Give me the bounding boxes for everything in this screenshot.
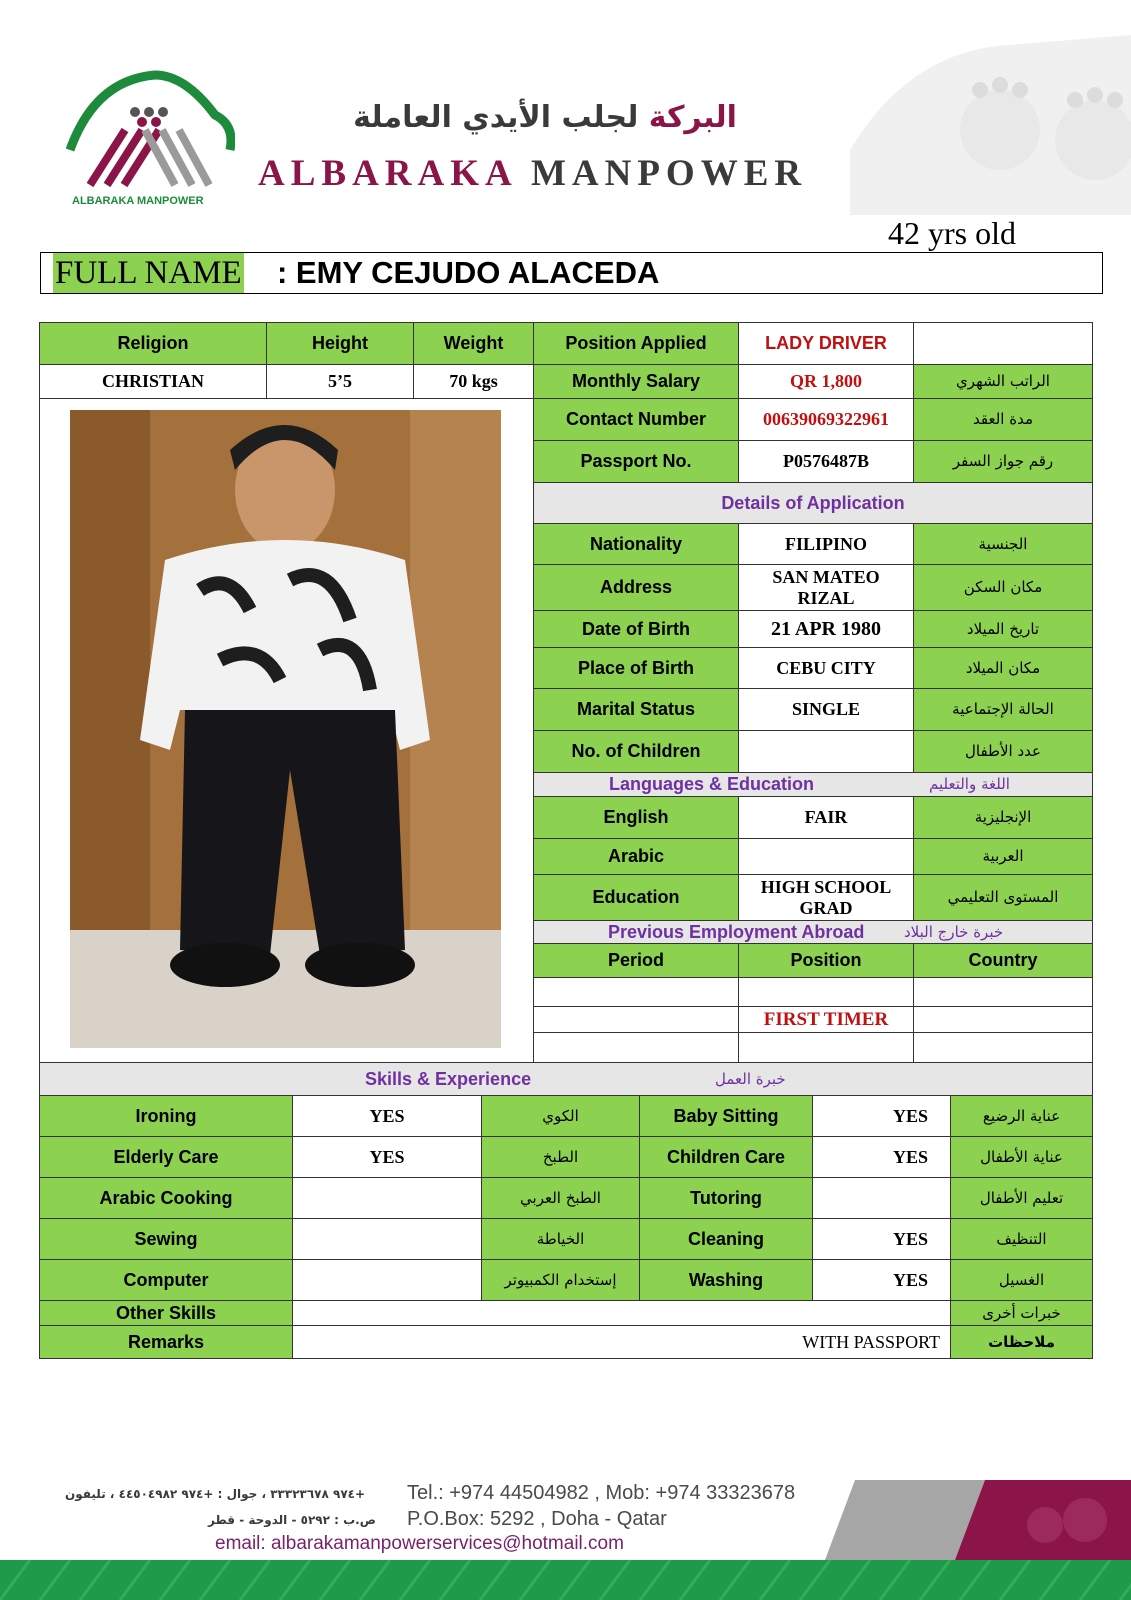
skill-washing-label-ar: الغسيل [950, 1259, 1093, 1301]
monthly-salary-label-ar: الراتب الشهري [913, 364, 1093, 399]
skill-arabic-cooking-label-ar: الطبخ العربي [481, 1177, 640, 1219]
other-skills-value [292, 1300, 951, 1326]
remarks-label: Remarks [39, 1325, 293, 1359]
previous-employment-title-ar: خبرة خارج البلاد [904, 923, 1004, 941]
full-name-value: : EMY CEJUDO ALACEDA [277, 255, 660, 290]
skill-tutoring-value [812, 1177, 951, 1219]
children-label-ar: عدد الأطفال [913, 730, 1093, 773]
footer-tel-arabic: +٩٧٤ ٣٣٣٢٣٦٧٨ ، جوال : +٩٧٤ ٤٤٥٠٤٩٨٢ ، تليفون [65, 1487, 366, 1501]
employment-row-3-period [533, 1032, 739, 1063]
employment-row-2-period [533, 1006, 739, 1033]
skill-children-care-label: Children Care [639, 1136, 813, 1178]
employment-position-header: Position [738, 943, 914, 978]
address-label: Address [533, 564, 739, 611]
skill-sewing-label: Sewing [39, 1218, 293, 1260]
passport-label-ar: رقم جواز السفر [913, 440, 1093, 483]
brand-arabic-part1: البركة [648, 100, 737, 135]
passport-label: Passport No. [533, 440, 739, 483]
monthly-salary-value: QR 1,800 [738, 364, 914, 399]
languages-education-title: Languages & Education [609, 774, 815, 794]
date-of-birth-label-ar: تاريخ الميلاد [913, 610, 1093, 648]
remarks-value: WITH PASSPORT [292, 1325, 951, 1359]
position-applied-blank [913, 322, 1093, 365]
date-of-birth-label: Date of Birth [533, 610, 739, 648]
remarks-label-ar: ملاحظات [950, 1325, 1093, 1359]
position-applied-value: LADY DRIVER [738, 322, 914, 365]
footer-email: email: albarakamanpowerservices@hotmail.com [215, 1533, 624, 1554]
nationality-label: Nationality [533, 523, 739, 565]
languages-education-title-ar: اللغة والتعليم [929, 775, 1010, 793]
children-value [738, 730, 914, 773]
skill-ironing-value: YES [292, 1095, 482, 1137]
skill-arabic-cooking-value [292, 1177, 482, 1219]
place-of-birth-label: Place of Birth [533, 647, 739, 689]
english-label: English [533, 796, 739, 839]
religion-label: Religion [39, 322, 267, 365]
skill-sewing-value [292, 1218, 482, 1260]
albaraka-logo-icon [65, 70, 235, 210]
skill-cleaning-label-ar: التنظيف [950, 1218, 1093, 1260]
place-of-birth-label-ar: مكان الميلاد [913, 647, 1093, 689]
skill-baby-sitting-label: Baby Sitting [639, 1095, 813, 1137]
english-value: FAIR [738, 796, 914, 839]
languages-education-header [533, 772, 1093, 797]
arabic-label-ar: العربية [913, 838, 1093, 875]
skill-washing-label: Washing [639, 1259, 813, 1301]
passport-value: P0576487B [738, 440, 914, 483]
contact-number-value: 00639069322961 [738, 398, 914, 441]
skill-tutoring-label-ar: تعليم الأطفال [950, 1177, 1093, 1219]
skill-cleaning-label: Cleaning [639, 1218, 813, 1260]
previous-employment-title: Previous Employment Abroad [608, 922, 865, 942]
brand-english-part2: MANPOWER [530, 153, 808, 194]
skill-children-care-label-ar: عناية الأطفال [950, 1136, 1093, 1178]
logo-caption: ALBARAKA MANPOWER [72, 195, 204, 207]
skill-computer-label: Computer [39, 1259, 293, 1301]
skills-experience-title-ar: خبرة العمل [715, 1070, 786, 1088]
height-label: Height [266, 322, 414, 365]
education-label: Education [533, 874, 739, 921]
nationality-label-ar: الجنسية [913, 523, 1093, 565]
skill-cleaning-value: YES [812, 1218, 951, 1260]
details-of-application-header: Details of Application [533, 482, 1093, 524]
footer-graphic [815, 1480, 1131, 1560]
skill-arabic-cooking-label: Arabic Cooking [39, 1177, 293, 1219]
skill-elderly-care-label: Elderly Care [39, 1136, 293, 1178]
brand-english-part1: ALBARAKA [258, 153, 516, 194]
place-of-birth-value: CEBU CITY [738, 647, 914, 689]
address-label-ar: مكان السكن [913, 564, 1093, 611]
skill-tutoring-label: Tutoring [639, 1177, 813, 1219]
weight-label: Weight [413, 322, 534, 365]
employment-country-header: Country [913, 943, 1093, 978]
skill-sewing-label-ar: الخياطة [481, 1218, 640, 1260]
skill-elderly-care-label-ar: الطبخ [481, 1136, 640, 1178]
employment-first-timer: FIRST TIMER [738, 1006, 914, 1033]
footer-pobox: P.O.Box: 5292 , Doha - Qatar [407, 1508, 667, 1530]
age-text: 42 yrs old [888, 215, 1016, 251]
other-skills-label-ar: خبرات أخرى [950, 1300, 1093, 1326]
marital-status-label: Marital Status [533, 688, 739, 731]
brand-arabic [255, 100, 835, 135]
skill-computer-label-ar: إستخدام الكمبيوتر [481, 1259, 640, 1301]
skills-experience-title: Skills & Experience [365, 1069, 532, 1089]
skill-computer-value [292, 1259, 482, 1301]
employment-row-3-country [913, 1032, 1093, 1063]
employment-row-2-country [913, 1006, 1093, 1033]
employment-row-1-country [913, 977, 1093, 1007]
skill-ironing-label-ar: الكوي [481, 1095, 640, 1137]
employment-row-1-position [738, 977, 914, 1007]
skill-elderly-care-value: YES [292, 1136, 482, 1178]
skill-ironing-label: Ironing [39, 1095, 293, 1137]
monthly-salary-label: Monthly Salary [533, 364, 739, 399]
contact-number-label-ar: مدة العقد [913, 398, 1093, 441]
other-skills-label: Other Skills [39, 1300, 293, 1326]
employment-period-header: Period [533, 943, 739, 978]
footer-green-bar [0, 1560, 1131, 1600]
education-value: HIGH SCHOOL GRAD [738, 874, 914, 921]
nationality-value: FILIPINO [738, 523, 914, 565]
contact-number-label: Contact Number [533, 398, 739, 441]
footer-tel: Tel.: +974 44504982 , Mob: +974 33323678 [407, 1482, 796, 1504]
employment-row-1-period [533, 977, 739, 1007]
employment-row-3-position [738, 1032, 914, 1063]
skill-children-care-value: YES [812, 1136, 951, 1178]
previous-employment-header [533, 920, 1093, 944]
marital-status-value: SINGLE [738, 688, 914, 731]
children-label: No. of Children [533, 730, 739, 773]
address-value: SAN MATEO RIZAL [738, 564, 914, 611]
arabic-value [738, 838, 914, 875]
skills-experience-header [39, 1062, 1093, 1096]
skill-baby-sitting-label-ar: عناية الرضيع [950, 1095, 1093, 1137]
education-label-ar: المستوى التعليمي [913, 874, 1093, 921]
arabic-label: Arabic [533, 838, 739, 875]
header-pattern [850, 30, 1131, 215]
skill-baby-sitting-value: YES [812, 1095, 951, 1137]
footer-pobox-arabic: ص.ب : ٥٢٩٢ - الدوحة - قطر [208, 1513, 376, 1527]
date-of-birth-value: 21 APR 1980 [738, 610, 914, 648]
applicant-photo [70, 410, 501, 1048]
marital-status-label-ar: الحالة الإجتماعية [913, 688, 1093, 731]
english-label-ar: الإنجليزية [913, 796, 1093, 839]
weight-value: 70 kgs [413, 364, 534, 399]
skill-washing-value: YES [812, 1259, 951, 1301]
religion-value: CHRISTIAN [39, 364, 267, 399]
height-value: 5’5 [266, 364, 414, 399]
full-name-box [40, 252, 1103, 294]
full-name-label: FULL NAME [55, 255, 242, 291]
position-applied-label: Position Applied [533, 322, 739, 365]
brand-english [258, 152, 838, 195]
brand-arabic-part2: لجلب الأيدي العاملة [353, 100, 639, 135]
